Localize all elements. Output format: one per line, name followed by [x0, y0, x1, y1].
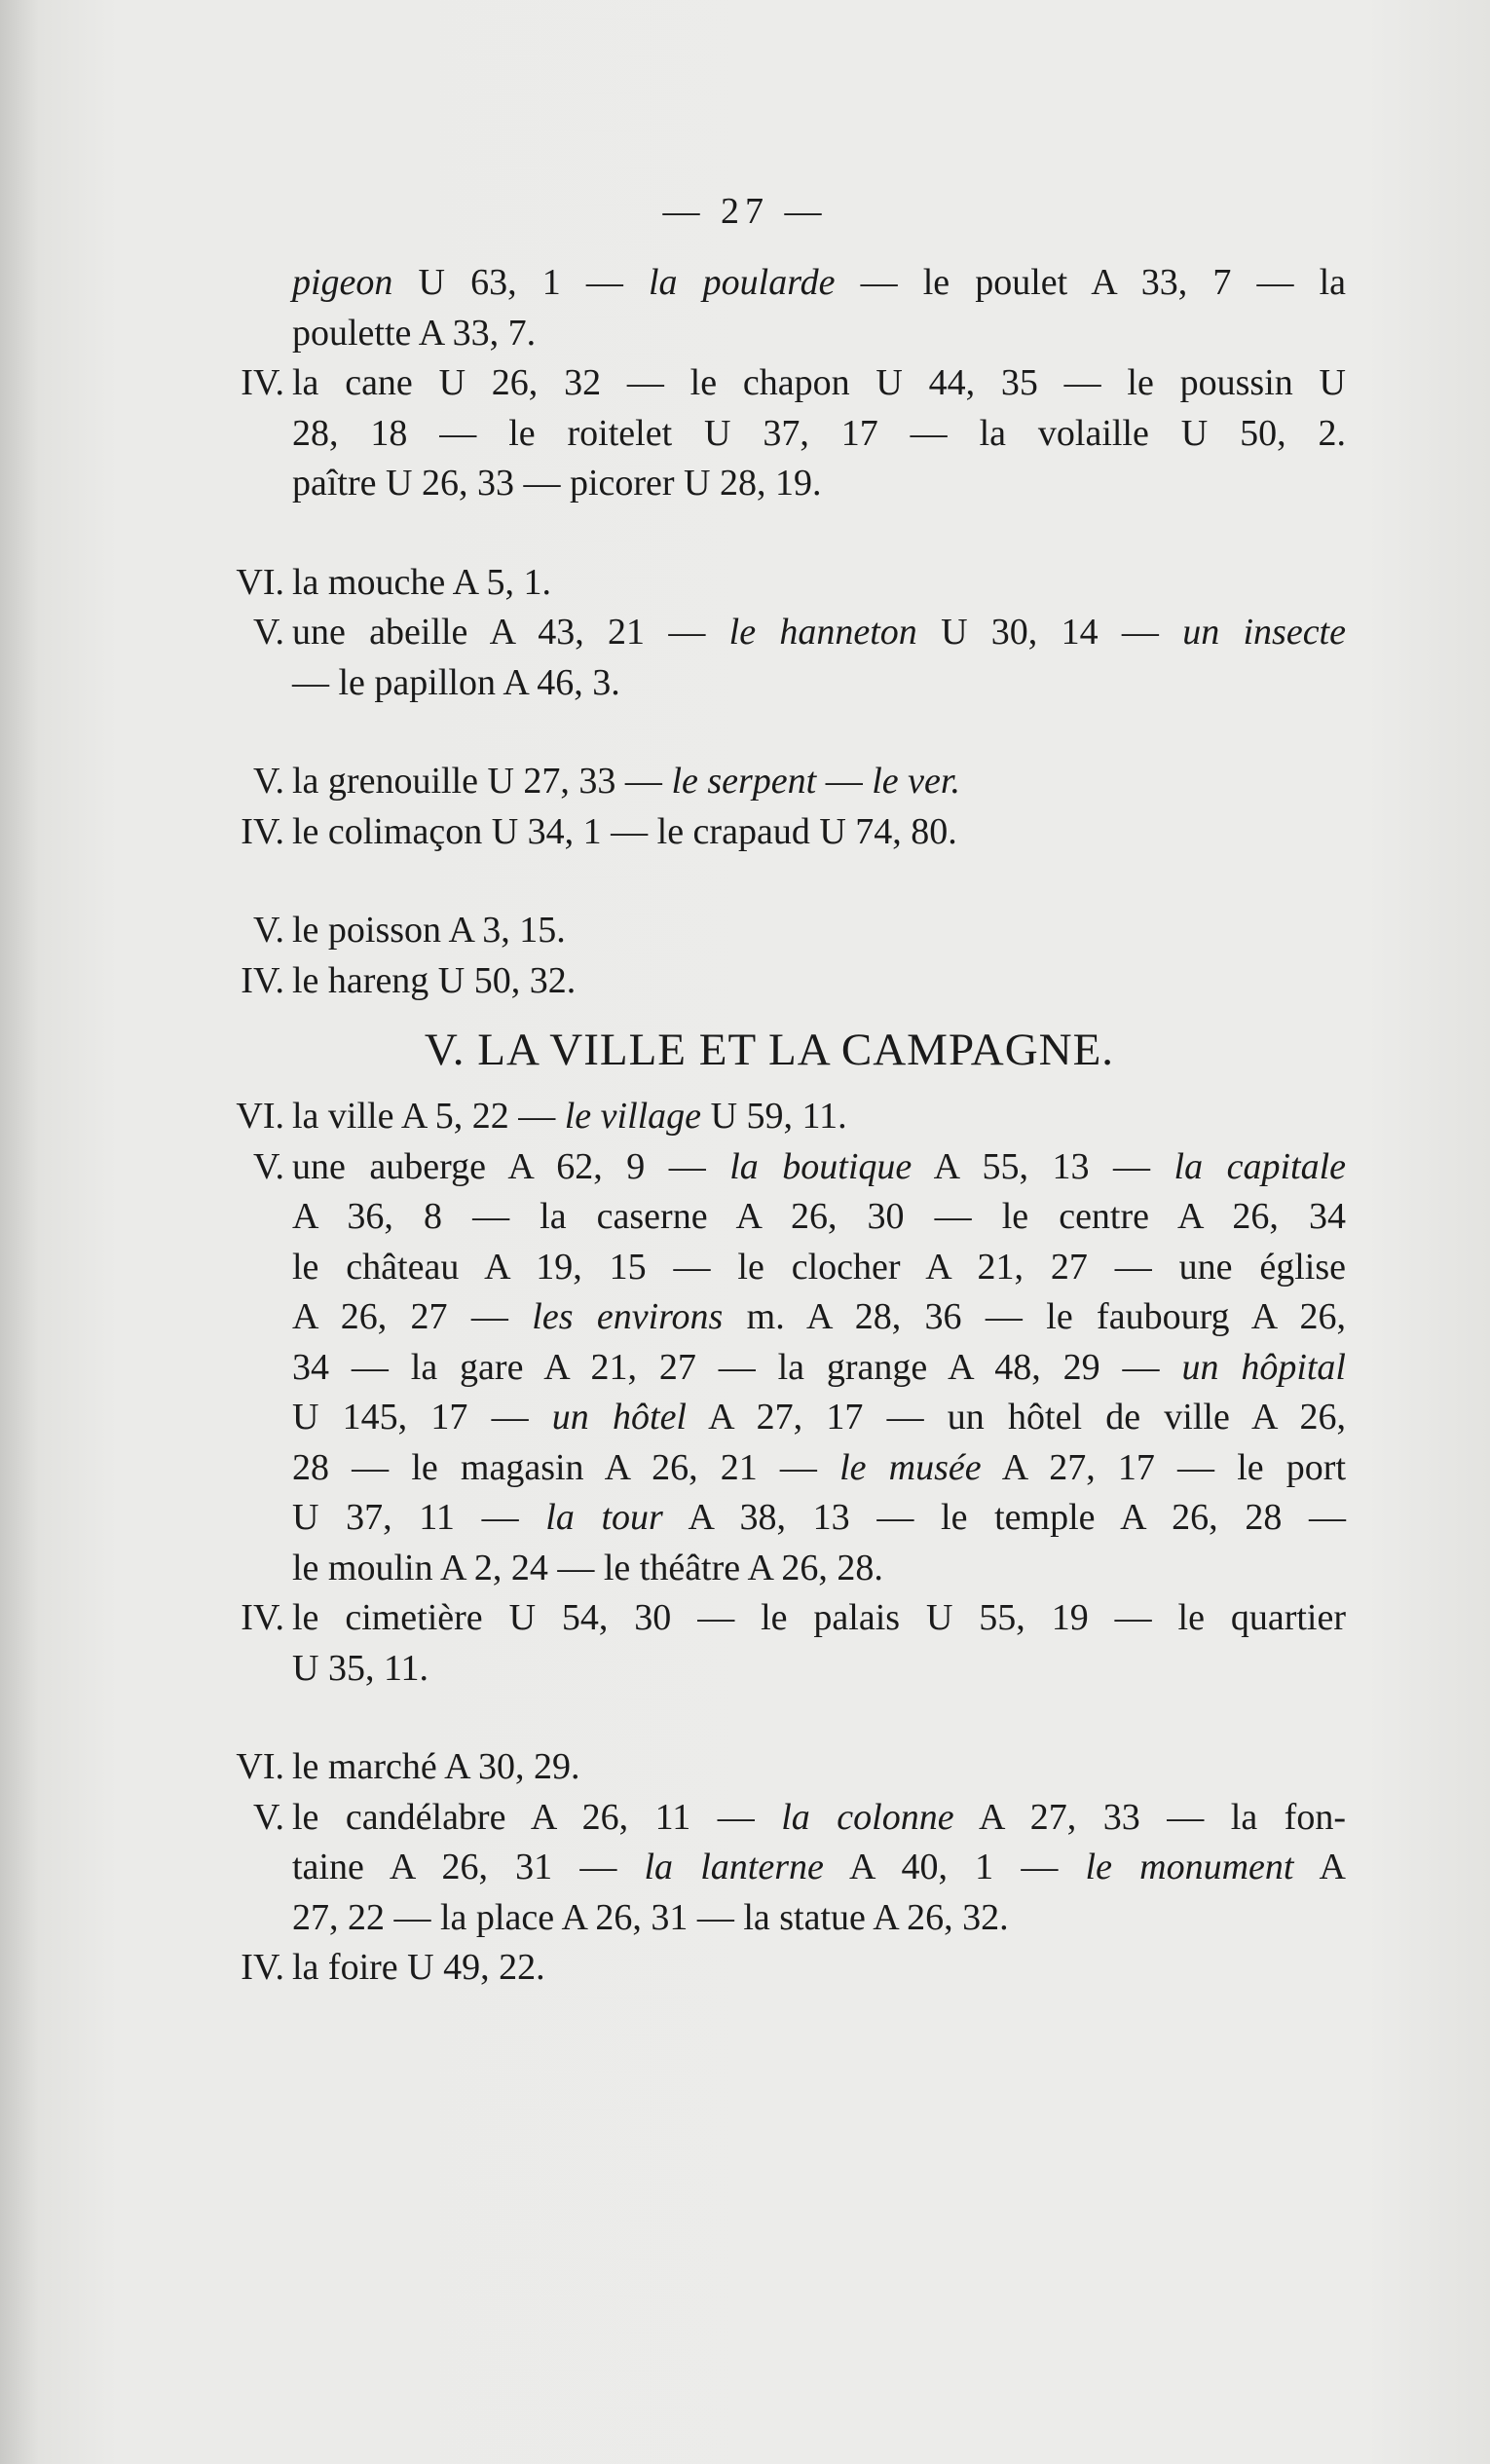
text-run: le marché A 30, 29.	[292, 1746, 580, 1787]
entry-line	[292, 1644, 1346, 1695]
italic-term: le musée	[839, 1446, 982, 1488]
text-run: le colimaçon U 34, 1 — le crapaud U 74, 80.	[292, 810, 957, 852]
entry-line	[292, 1243, 1346, 1293]
text-run: le hareng U 50, 32.	[292, 959, 577, 1001]
italic-term: le serpent	[671, 761, 817, 802]
text-run: U 145, 17 —	[292, 1397, 552, 1437]
level-numeral: V.	[252, 761, 284, 802]
level-numeral: VI.	[236, 1746, 284, 1787]
page-number: — 27 —	[662, 191, 828, 232]
section-heading: V. LA VILLE ET LA CAMPAGNE.	[424, 1025, 1115, 1075]
text-run: taine A 26, 31 —	[292, 1847, 645, 1887]
italic-term: le village	[564, 1096, 702, 1137]
italic-term: la boutique	[729, 1145, 913, 1187]
italic-term: un hôpital	[1181, 1346, 1346, 1388]
text-run: paître U 26, 33 — picorer U 28, 19.	[292, 463, 822, 504]
entry-line	[292, 1893, 1346, 1944]
entry-line	[292, 1943, 1346, 1994]
text-run: la cane U 26, 32 — le chapon U 44, 35 — le poussin U	[292, 362, 1346, 403]
text-run: 34 — la gare A 21, 27 — la grange A 48, 29 —	[292, 1346, 1182, 1388]
italic-term: la poularde	[648, 262, 836, 303]
entry-line	[292, 358, 1346, 409]
text-run: 28, 18 — le roitelet U 37, 17 — la volaille U 50, 2.	[292, 412, 1346, 454]
entry	[236, 558, 1346, 609]
entry-line	[292, 1142, 1346, 1193]
town-country-section	[0, 1092, 1490, 1994]
text-run: A 26, 27 —	[292, 1296, 533, 1337]
text-run: le poisson A 3, 15.	[292, 910, 566, 951]
level-numeral: VI.	[236, 561, 284, 603]
entry-line	[292, 1192, 1346, 1243]
italic-term: le hanneton	[728, 612, 917, 653]
text-run: A 27, 33 — la fon-	[953, 1796, 1346, 1838]
level-numeral: IV.	[241, 1597, 284, 1638]
text-run: la mouche A 5, 1.	[292, 561, 551, 603]
text-run: la ville A 5, 22 —	[292, 1096, 565, 1137]
text-run: 27, 22 — la place A 26, 31 — la statue A 26, 32.	[292, 1896, 1009, 1938]
text-run: 28 — le magasin A 26, 21 —	[292, 1446, 840, 1488]
entry-line	[292, 956, 1346, 1007]
text-run: une auberge A 62, 9 —	[292, 1145, 730, 1187]
entry	[252, 1142, 1347, 1594]
entry-line	[292, 906, 1346, 956]
entry	[252, 1793, 1346, 1944]
text-run: U 35, 11.	[292, 1647, 429, 1689]
animals-section	[0, 258, 1490, 1006]
entry-line	[292, 757, 1346, 807]
entry	[241, 807, 1346, 858]
text-run: A 36, 8 — la caserne A 26, 30 — le centre A 26, 34	[292, 1196, 1346, 1237]
level-numeral: IV.	[241, 362, 284, 403]
group-spacer	[0, 1694, 1490, 1742]
entry-line	[292, 1443, 1346, 1494]
entry-line	[292, 1493, 1346, 1544]
text-run: U 30, 14 —	[916, 612, 1183, 653]
level-numeral: IV.	[241, 959, 284, 1001]
entry	[252, 757, 1346, 807]
italic-term: un insecte	[1182, 612, 1346, 653]
entry-line	[292, 309, 1346, 359]
text-run: A 27, 17 — un hôtel de ville A 26,	[687, 1397, 1346, 1437]
text-run: le moulin A 2, 24 — le théâtre A 26, 28.	[292, 1547, 883, 1588]
italic-term: la lanterne	[644, 1847, 824, 1887]
group-spacer	[0, 708, 1490, 757]
entry	[236, 1092, 1346, 1142]
text-run: A 38, 13 — le temple A 26, 28 —	[662, 1497, 1346, 1538]
italic-term: le monument	[1085, 1847, 1294, 1887]
entry-line	[292, 558, 1346, 609]
text-run: le candélabre A 26, 11 —	[292, 1796, 782, 1838]
level-numeral: V.	[252, 1796, 284, 1838]
entry-line	[292, 1292, 1346, 1343]
italic-term: la capitale	[1173, 1145, 1347, 1187]
entry-line	[292, 1793, 1346, 1844]
entry-line	[292, 1544, 1346, 1594]
level-numeral: VI.	[236, 1096, 284, 1137]
italic-term: un hôtel	[551, 1397, 687, 1437]
vocabulary-list	[0, 258, 1490, 1994]
entry-line	[292, 459, 1346, 509]
entry	[241, 1593, 1346, 1694]
entry-line	[292, 608, 1346, 658]
entry-line	[292, 1843, 1346, 1893]
level-numeral: V.	[252, 612, 284, 653]
text-run: poulette A 33, 7.	[292, 312, 537, 354]
text-run: la foire U 49, 22.	[292, 1947, 545, 1988]
italic-term: la colonne	[781, 1796, 954, 1838]
entry-line	[292, 1092, 1346, 1142]
text-run: A	[1293, 1847, 1346, 1887]
text-run: A 40, 1 —	[823, 1847, 1086, 1887]
text-run: — le poulet A 33, 7 — la	[835, 262, 1347, 303]
italic-term: pigeon	[292, 262, 393, 303]
italic-term: la tour	[545, 1497, 663, 1538]
level-numeral: V.	[252, 1145, 284, 1187]
entry	[241, 358, 1346, 509]
entry-line	[292, 1742, 1346, 1793]
text-run: U 63, 1 —	[392, 262, 649, 303]
entry-line	[292, 658, 1346, 709]
italic-term: les environs	[532, 1296, 724, 1337]
text-run: le cimetière U 54, 30 — le palais U 55, 19 — le quartier	[292, 1597, 1346, 1638]
text-run: une abeille A 43, 21 —	[292, 612, 729, 653]
text-run: la grenouille U 27, 33 —	[292, 761, 672, 802]
text-run: A 27, 17 — le port	[981, 1446, 1347, 1488]
entry-line	[292, 258, 1346, 309]
entry-line	[292, 1593, 1346, 1644]
italic-term: le ver.	[872, 761, 960, 802]
entry-line	[292, 807, 1346, 858]
entry-line	[292, 409, 1346, 460]
entry	[252, 608, 1346, 708]
entry-line	[292, 1343, 1346, 1394]
level-numeral: IV.	[241, 1947, 284, 1988]
entry	[292, 258, 1346, 358]
entry	[241, 1943, 1346, 1994]
entry-line	[292, 1393, 1346, 1443]
level-numeral: IV.	[241, 810, 284, 852]
text-run: U 59, 11.	[701, 1096, 847, 1137]
text-run: A 55, 13 —	[912, 1145, 1174, 1187]
text-run: U 37, 11 —	[292, 1497, 546, 1538]
group-spacer	[0, 857, 1490, 906]
entry	[241, 956, 1346, 1007]
text-run: —	[816, 761, 873, 802]
group-spacer	[0, 509, 1490, 558]
level-numeral: V.	[252, 910, 284, 951]
text-run: le château A 19, 15 — le clocher A 21, 27 — une église	[292, 1246, 1346, 1288]
entry	[252, 906, 1346, 956]
text-run: — le papillon A 46, 3.	[292, 661, 620, 703]
text-run: m. A 28, 36 — le faubourg A 26,	[723, 1296, 1346, 1337]
entry	[236, 1742, 1346, 1793]
